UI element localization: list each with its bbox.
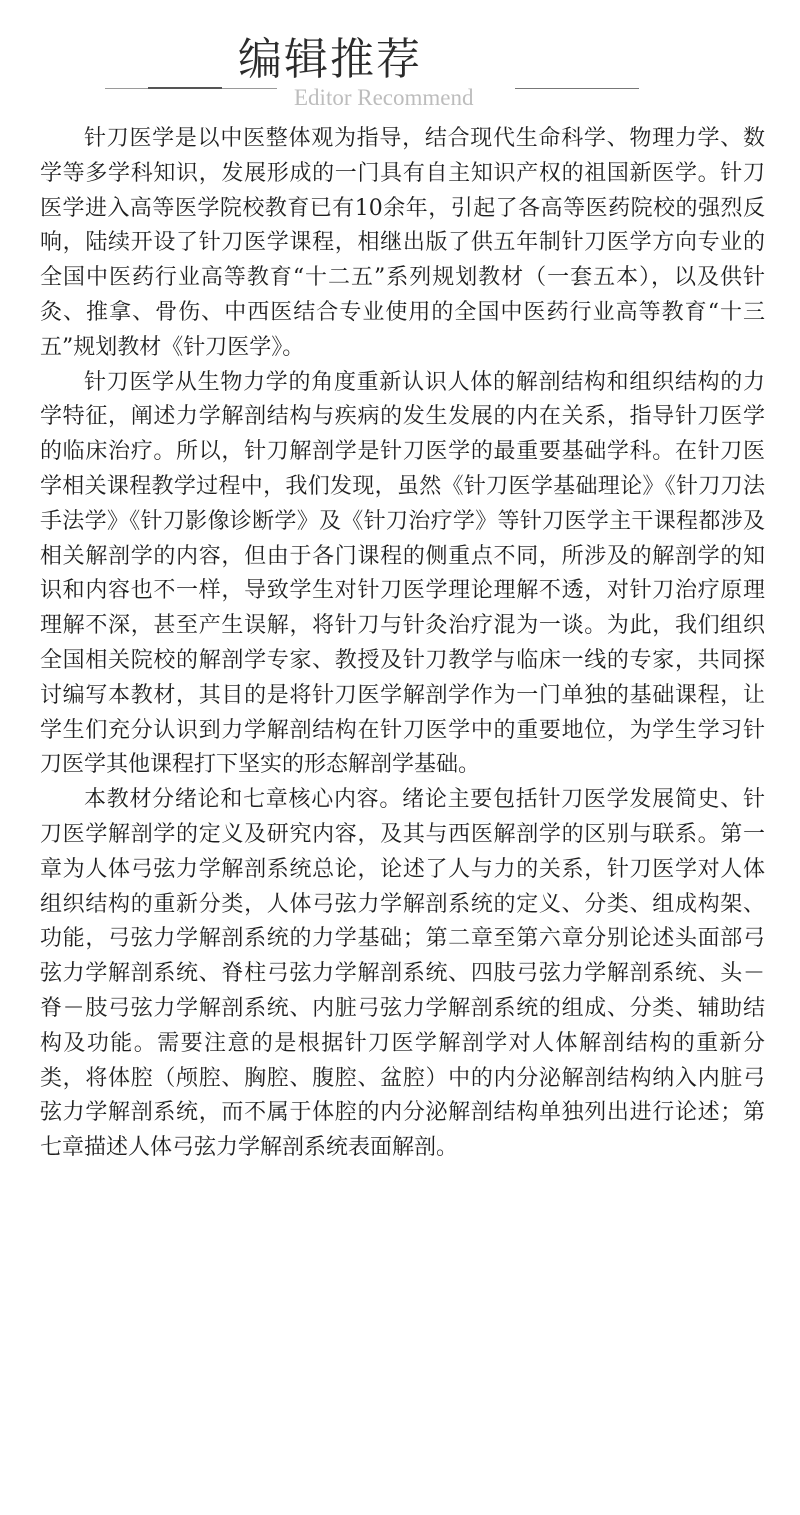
article-body	[40, 122, 765, 1166]
right-divider-line	[515, 88, 639, 89]
paragraph-contents: 本教材分绪论和七章核心内容。绪论主要包括针刀医学发展简史、针刀医学解剖学的定义及研究内容，及其与西医解剖学的区别与联系。第一章为人体弓弦力学解剖系统总论，论述了人与力的关系，针刀医学对人体组织结构的重新分类，人体弓弦力学解剖系统的定义、分类、组成构架、功能，弓弦力学解剖系统的力学基础；第二章至第六章分别论述头面部弓弦力学解剖系统、脊柱弓弦力学解剖系统、四肢弓弦力学解剖系统、头－脊－肢弓弦力学解剖系统、内脏弓弦力学解剖系统的组成、分类、辅助结构及功能。需要注意的是根据针刀医学解剖学对人体解剖结构的重新分类，将体腔（颅腔、胸腔、腹腔、盆腔）中的内分泌解剖结构纳入内脏弓弦力学解剖系统，而不属于体腔的内分泌解剖结构单独列出进行论述；第七章描述人体弓弦力学解剖系统表面解剖。	[40, 787, 765, 1161]
left-divider-accent	[148, 87, 222, 89]
paragraph-background: 针刀医学从生物力学的角度重新认识人体的解剖结构和组织结构的力学特征，阐述力学解剖结构与疾病的发生发展的内在关系，指导针刀医学的临床治疗。所以，针刀解剖学是针刀医学的最重要基础学科。在针刀医学相关课程教学过程中，我们发现，虽然《针刀医学基础理论》《针刀刀法手法学》《针刀影像诊断学》及《针刀治疗学》等针刀医学主干课程都涉及相关解剖学的内容，但由于各门课程的侧重点不同，所涉及的解剖学的知识和内容也不一样，导致学生对针刀医学理论理解不透，对针刀治疗原理理解不深，甚至产生误解，将针刀与针灸治疗混为一谈。为此，我们组织全国相关院校的解剖学专家、教授及针刀教学与临床一线的专家，共同探讨编写本教材，其目的是将针刀医学解剖学作为一门单独的基础课程，让学生们充分认识到力学解剖结构在针刀医学中的重要地位，为学生学习针刀医学其他课程打下坚实的形态解剖学基础。	[40, 369, 765, 778]
header	[0, 0, 800, 120]
page-subtitle: Editor Recommend	[294, 85, 474, 110]
paragraph-intro: 针刀医学是以中医整体观为指导，结合现代生命科学、物理力学、数学等多学科知识，发展形成的一门具有自主知识产权的祖国新医学。针刀医学进入高等医学院校教育已有10余年，引起了各高等医药院校的强烈反响，陆续开设了针刀医学课程，相继出版了供五年制针刀医学方向专业的全国中医药行业高等教育“十二五”系列规划教材（一套五本），以及供针灸、推拿、骨伤、中西医结合专业使用的全国中医药行业高等教育“十三五”规划教材《针刀医学》。	[40, 126, 765, 360]
page-title: 编辑推荐	[238, 34, 422, 85]
